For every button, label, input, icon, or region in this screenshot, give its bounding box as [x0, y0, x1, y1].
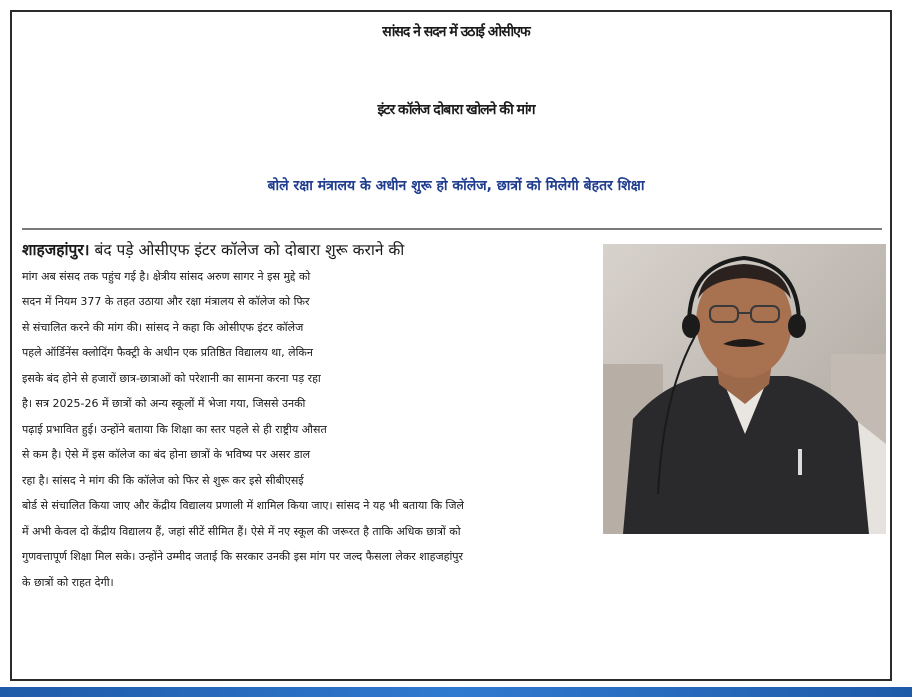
article-line: में अभी केवल दो केंद्रीय विद्यालय हैं, जहां सीटें सीमित हैं। ऐसे में नए स्कूल की जरूरत है ताकि अधिक छात्रों को: [22, 524, 461, 538]
article-line: [22, 238, 592, 264]
article-line: से कम है। ऐसे में इस कॉलेज का बंद होना छात्रों के भविष्य पर असर डाल: [22, 448, 311, 461]
article-line: पहले ऑर्डिनेंस क्लोदिंग फैक्ट्री के अधीन एक प्रतिष्ठित विद्यालय था, लेकिन: [22, 346, 313, 359]
article-line: मांग अब संसद तक पहुंच गई है। क्षेत्रीय सांसद अरुण सागर ने इस मुद्दे को: [22, 269, 311, 283]
article-line: बोर्ड से संचालित किया जाए और केंद्रीय विद्यालय प्रणाली में शामिल किया जाए। सांसद ने यह भी बताया कि जिले: [22, 499, 465, 512]
dateline: शाहजहांपुर।: [22, 241, 90, 259]
article-line: गुणवत्तापूर्ण शिक्षा मिल सके। उन्होंने उम्मीद जताई कि सरकार उनकी इस मांग पर जल्द फैसला लेकर शाहजहांपुर: [22, 550, 464, 563]
article-line: रहा है। सांसद ने मांग की कि कॉलेज को फिर से शुरू कर इसे सीबीएसई: [22, 473, 304, 487]
article-line: पढ़ाई प्रभावित हुई। उन्होंने बताया कि शिक्षा का स्तर पहले से ही राष्ट्रीय औसत: [22, 422, 327, 436]
divider: [22, 228, 882, 230]
headline-line-2: इंटर कॉलेज दोबारा खोलने की मांग: [377, 102, 535, 118]
article-line: से संचालित करने की मांग की। सांसद ने कहा कि ओसीएफ इंटर कॉलेज: [22, 320, 304, 334]
headline-line-1: सांसद ने सदन में उठाई ओसीएफ: [382, 24, 530, 40]
article-line-text: बंद पड़े ओसीएफ इंटर कॉलेज को दोबारा शुरू कराने की: [89, 241, 405, 259]
subheadline: बोले रक्षा मंत्रालय के अधीन शुरू हो कॉलेज, छात्रों को मिलेगी बेहतर शिक्षा: [267, 178, 645, 194]
bottom-accent-bar: [0, 687, 912, 697]
article-line: इसके बंद होने से हजारों छात्र-छात्राओं को परेशानी का सामना करना पड़ रहा: [22, 371, 321, 385]
article-body: [22, 238, 890, 595]
article-line: के छात्रों को राहत देगी।: [22, 575, 114, 589]
article-line: सदन में नियम 377 के तहत उठाया और रक्षा मंत्रालय से कॉलेज को फिर: [22, 295, 310, 308]
article-line: है। सत्र 2025-26 में छात्रों को अन्य स्कूलों में भेजा गया, जिससे उनकी: [22, 397, 306, 410]
